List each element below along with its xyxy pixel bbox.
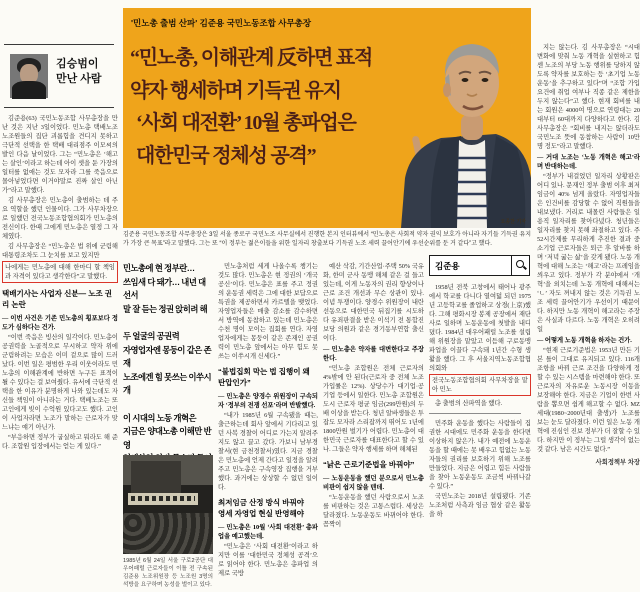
profile-name: 김준용 bbox=[435, 260, 460, 271]
paragraph: 김준용(63) 국민노동조합 사무총장을 만난 것은 지난 3일이었다. 민노총 택배노조 노조원들의 집단 괴롭힘을 견디지 못하고 극단적 선택을 한 택배 대리점주 이모씨의 발인 다음 날이었다. 그는 “민노총은 ‘해고는 살인’이라고 하는데 아이 셋을 둔 가장의 일터를 없애는 것도 모자라 그를 죽음으로 몰아넣었다면 이거야말로 진짜 살인 아닌가”라고 말했다. bbox=[2, 115, 118, 194]
headline-block bbox=[123, 8, 531, 228]
paragraph: 김 사무총장은 민노총이 출범하는 데 주요 역할을 했던 인물이다. 그가 사무차장으로 일했던 전국노동조합협의회가 민노총의 전신이다. 한때 그에게 민노총은 열정 그 자체였다. bbox=[2, 197, 118, 240]
paragraph: “내가 1985년 6월 구속됐을 때는, 출근하는데 회사 앞에서 기다리고 있던 사복 경찰이 어디로 가는지 알려주지도 않고 끌고 갔다. 가보니 남부경찰서(현 금천경찰서)였다. 지금 경찰은 민노총에 언제 간다고 일정을 알려주고 민노총은 구속영장 집행을 거부했다. 과거에는 상상할 수 없던 일이다. bbox=[218, 412, 318, 491]
paragraph: “현재 근로기준법은 1953년 만든 기본 틀이 그대로 유지되고 있다. 116개 조항을 바꿔 근로 조건을 다양하게 정할 수 있는 시스템을 마련해야 한다. 또 근로자의 자유로운 노동시장 이동을 보장해야 한다. 지금은 기업이 한번 사람을 뽑으면 쉽게 해고할 수 없다. MZ세대(1980~2000년대 출생)가 노조를 보는 눈도 달라졌다. 이런 일은 노동 개혁에 진심인 진보 정부가 더 잘할 수 있다. 하지만 이 정부는 그럴 생각이 없는 것 같다. 남은 시간도 없다.” bbox=[537, 347, 640, 453]
red-highlight-box: 전국노동조합협의회 사무차장을 맡아 민노 bbox=[429, 374, 531, 396]
pull-quote: 이 시대의 노동 개혁은 지금은 양대노총 이해만 반영 bbox=[123, 412, 212, 450]
question-line: ― 거대 노조는 ‘노동 개혁은 해고’라며 반대하는데. bbox=[537, 154, 640, 170]
article-column-5 bbox=[429, 283, 531, 592]
interviewer-label bbox=[56, 57, 102, 87]
headline-line-4: 대한민국 정체성 공격” bbox=[136, 144, 316, 167]
paragraph: 김 사무총장은 “민노총은 법 위에 군림해 대통령조차도 그 눈치를 보고 있지만 bbox=[2, 243, 118, 259]
question-line: ― 민노총은 양경수 위원장이 구속되자 ‘정부의 전쟁 선포’라며 반발했다. bbox=[218, 393, 318, 409]
paragraph: 국민노조는 2018년 설립됐다. 기존 노조처럼 사측과 임금 협상 같은 활동을 하 bbox=[429, 493, 531, 518]
question-line: ― 민노총은 10월 ‘사회 대전환’ 총파업을 예고했는데. bbox=[218, 524, 318, 540]
main-headline bbox=[130, 42, 430, 172]
article-column-3 bbox=[218, 262, 318, 592]
headline-line-1: “민노총, 이해관계 反하면 표적 bbox=[130, 47, 373, 69]
photo-body-shape bbox=[12, 81, 46, 99]
paragraph: “정부가 내걸었던 일자리 상황판은 어디 있나. 문재인 정부 출범 이후 최저임금이 40% 넘게 올랐다. 자영업자들은 인건비를 감당할 수 없어 직원들을 내보냈다. 거리로 내몰린 사람들은 일용직 일자리를 찾아다녔다. 청년들은 일자리를 찾지 못해 좌절하고 있다. 주 52시간제를 무리하게 추진한 결과 중소기업 근로자들은 퇴근 후 알바를 하며 ‘저녁 굶는 삶’을 갖게 됐다. 노동 개혁에 대해 노조는 ‘해고’라는 프레임을 씌우고 있다. 정부가 각 분야에서 ‘개혁’을 외치는데 노동 개혁에 대해서는 ‘ㄴ’ 자도 꺼내지 않는 것은 기득권 노조 세력 끌어안기가 우선이기 때문이다. 하지만 노동 개혁이 해고라는 주장은 사실과 다르다. 노동 개혁은 오히려 일 bbox=[537, 173, 640, 333]
headline-line-2: 약자 행세하며 기득권 유지 bbox=[130, 79, 341, 102]
section-subhead: “불법집회 막는 법 집행이 왜 탄압인가” bbox=[218, 367, 310, 387]
reporter-byline: 사회정책부 차장 bbox=[595, 459, 640, 466]
profile-search-box[interactable] bbox=[429, 255, 530, 276]
history-photo-caption: 1985년 6월 24일 서울 구로2공단 대우어패럴 근로자들이 이틀 전 구속된 김준용 노조위원장 등 노조원 3명의 석방을 요구하며 농성을 벌이고 있다. bbox=[123, 558, 213, 588]
pull-quote: 민노총에 현 정부란… 쓰임새 다 돼가… 내년 대선서 말 잘 듣는 정권 앉히려 해 bbox=[123, 263, 208, 314]
paragraph: 1958년 전북 고창에서 태어나 광주에서 학교를 다니다 열여덟 되던 1975년 고등학교를 졸업하고 상경(上京)했다. 그해 평화시장 봉제 공장에서 재단사로 일하며 노동운동에 첫발을 내디뎠다. 1984년 대우어패럴 노조를 설립해 위원장을 맡았고 이듬해 구로동맹파업을 이끌다 구속돼 1년간 수형 생활을 했다. 그 후 서울지역노동조합협의회와 bbox=[429, 284, 531, 372]
interviewer-photo bbox=[10, 54, 48, 98]
interviewer-label-line1: 김승범이 bbox=[56, 58, 99, 70]
article-column-6 bbox=[537, 43, 640, 591]
interviewee-photo bbox=[401, 8, 531, 228]
pull-quote: 두 얼굴의 공권력 자영업자엔 몽둥이 같은 존재 노조에겐 힘 못쓰는 이쑤시개 bbox=[123, 331, 212, 395]
section-subhead: 최저임금 산정 방식 바꿔야 영세 자영업 현실 반영해야 bbox=[218, 498, 304, 518]
paragraph: “부응하면 정부가 굽실하고 뭐라도 해 준다. 조합원 입장에서는 얻는 게 있다.” bbox=[2, 434, 118, 450]
main-photo-caption: 김준용 국민노동조합 사무총장은 3일 서울 종로구 국민노조 사무실에서 진행한 본지 인터뷰에서 “민노총은 사회적 약자 권익 보호가 아니라 자기들 기득권 유지가 가장 큰 목표”라고 말했다. 그는 또 “이 정부는 젊은이들을 위한 일자리 창출보다 기득권 노조 세력 끌어안기에 우선순위를 둔 거 같다”고 했다. bbox=[123, 232, 531, 247]
magnifier-button[interactable] bbox=[511, 256, 529, 275]
history-photo-1985 bbox=[123, 455, 213, 554]
paragraph: 총 출범의 산파역을 했다. bbox=[435, 400, 503, 407]
paragraph: “이번 죽음은 빙산의 일각이다. 민노총이 공권력을 노골적으로 무시하고 약자 위에 군림하려는 모습은 이미 겉으로 많이 드러났다. 이번 일은 평범한 우리 이웃이라도 민노총의 이해관계에 반하면 누구든 표적이 될 수 있다는 걸 보여줬다. 유서에 극단적 선택을 한 이유가 분명하게 나와 있는데도 자신들 책임이 아니라는 거다. 택배노조는 또 고인에게 빚이 수억원 있다고도 했다. 고인이 사업자라면 노조가 말하는 근로자가 맞느냐는 얘기 아닌가. bbox=[2, 334, 119, 431]
question-line: ― 민노총은 약자를 대변한다고 주장한다. bbox=[323, 346, 424, 362]
protest-banner-shape bbox=[128, 493, 198, 505]
magnifier-icon-handle bbox=[523, 266, 527, 270]
article-column-1 bbox=[2, 114, 118, 591]
pullquote-column bbox=[123, 262, 213, 452]
red-highlight-box: 나에게는 민노총에 대해 한마디 할 책임과 자격이 있다고 생각한다”고 말했다. bbox=[2, 261, 118, 283]
question-line: ― 이번 사건은 기존 민노총의 횡포보다 정도가 심하다는 건가. bbox=[2, 315, 118, 331]
paragraph: 민주화 운동을 했다는 사람들이 집권한 시대에도 민주화 운동을 한다면 이상하지 않은가. 내가 예전에 노동운동을 할 때에는 못 배우고 힘없는 노동자들의 권리를 보호하기 위해 노조를 만들었다. 지금은 어렵고 힘든 사람들을 찾아 노동운동도 조금씩 바꿔나갈 수 있다.” bbox=[429, 420, 531, 490]
kicker: '민노총 출범 산파' 김준용 국민노동조합 사무총장 bbox=[131, 18, 312, 28]
section-subhead: 택배기사는 사업자 신분― 노조 권리 논란 bbox=[2, 289, 113, 309]
paragraph: “민노총은 ‘사회 대전환’이라고 하지만 이를 ‘대한민국 정체성 공격’으로 읽어야 한다. 민노총은 총파업 의제로 국방 bbox=[218, 543, 318, 577]
photo-credit: 오종찬 기자 bbox=[500, 219, 526, 225]
section-subhead: “낡은 근로기준법을 바꿔야” bbox=[323, 460, 415, 469]
paragraph: “노동운동을 했던 사람으로서 노조를 비판하는 것은 고통스럽다. 세상은 달라졌다. 노동운동도 바뀌어야 한다. 꼼짝이 bbox=[323, 494, 424, 528]
interviewer-box bbox=[4, 44, 114, 108]
question-line: ― 어떻게 노동 개혁을 하자는 건가. bbox=[537, 337, 632, 344]
paragraph: 지는 않는다. 김 사무총장은 “시대 변화에 맞춰 노동 개혁을 실현하고 힘센 노조의 부당 노동 행위를 당하지 않도록 약자를 보호하는 등 ‘초기업 노동운동’을 추구하고 있다”며 “조합 가입 요건에 취업 여부나 직종 같은 제한을 두지 않는다”고 했다. 현재 회비를 내는 회원은 4000여 명으로 연령대는 20대부터 60대까지 다양하다고 한다. 김 사무총장은 “회비를 내지는 않더라도 국민노조 뜻에 동참하는 사람이 10만명 정도”라고 말했다. bbox=[537, 44, 640, 150]
photo-crowd-area bbox=[123, 513, 213, 554]
interviewer-label-line2: 만난 사람 bbox=[56, 73, 102, 85]
article-column-4 bbox=[323, 262, 424, 592]
paragraph: 예산 삭감, 기간산업·주택 50% 국유화, 한미 군사 동맹 해체 같은 걸 들고 있는데, 이게 노동자의 권리 향상이나 근로 조건 개선과 무슨 상관이 있나. 이념 투쟁이다. 양경수 위원장이 내란 선동으로 대한민국 뒤집기를 시도하다 유죄판결을 받은 이석기 전 통합진보당 의원과 같은 경기동부연합 출신이다. bbox=[323, 263, 424, 342]
question-line: ― 노동운동을 했던 분으로서 민노총 비판이 쉽지 않을 텐데. bbox=[323, 475, 424, 491]
headline-line-3: ‘사회 대전환’ 10월 총파업은 bbox=[136, 112, 356, 134]
paragraph: 민노총처럼 세게 나올수록 챙기는 것도 많다. 민노총은 현 정권의 ‘개국 공신’이다. 민노총은 표를 주고 정권의 운동권 세력은 그에 대한 보답으로 특권을 제공하면서 카르텔을 맺었다. 자영업자들은 매출 감소를 감수하면서 방역에 동참하고 있는데 민노총은 수천 명이 모이는 집회를 연다. 자영업자에게는 몽둥이 같은 존재인 공권력이 민노총 앞에서는 아무 힘도 못 쓰는 이쑤시개 신세다.” bbox=[218, 263, 318, 360]
paragraph: “민노총 조합원은 전체 근로자의 4%밖에 안 된다(근로자 중 전체 노조 가입률은 12%). 상당수가 대기업·공기업 등에서 일한다. 민노총 조합원은 도시 근로자 평균 임금(299만원)의 두 배 이상을 받는다. 청년 알바생들은 투잡도 모자라 스리잡까지 뛰어도 1년에 1800만원 벌기가 어렵다. 민노총이 대한민국 근로자를 대표한다고 할 수 있나. 그들은 약자 행세를 하며 해체된 bbox=[323, 365, 424, 453]
section-divider bbox=[429, 413, 521, 414]
